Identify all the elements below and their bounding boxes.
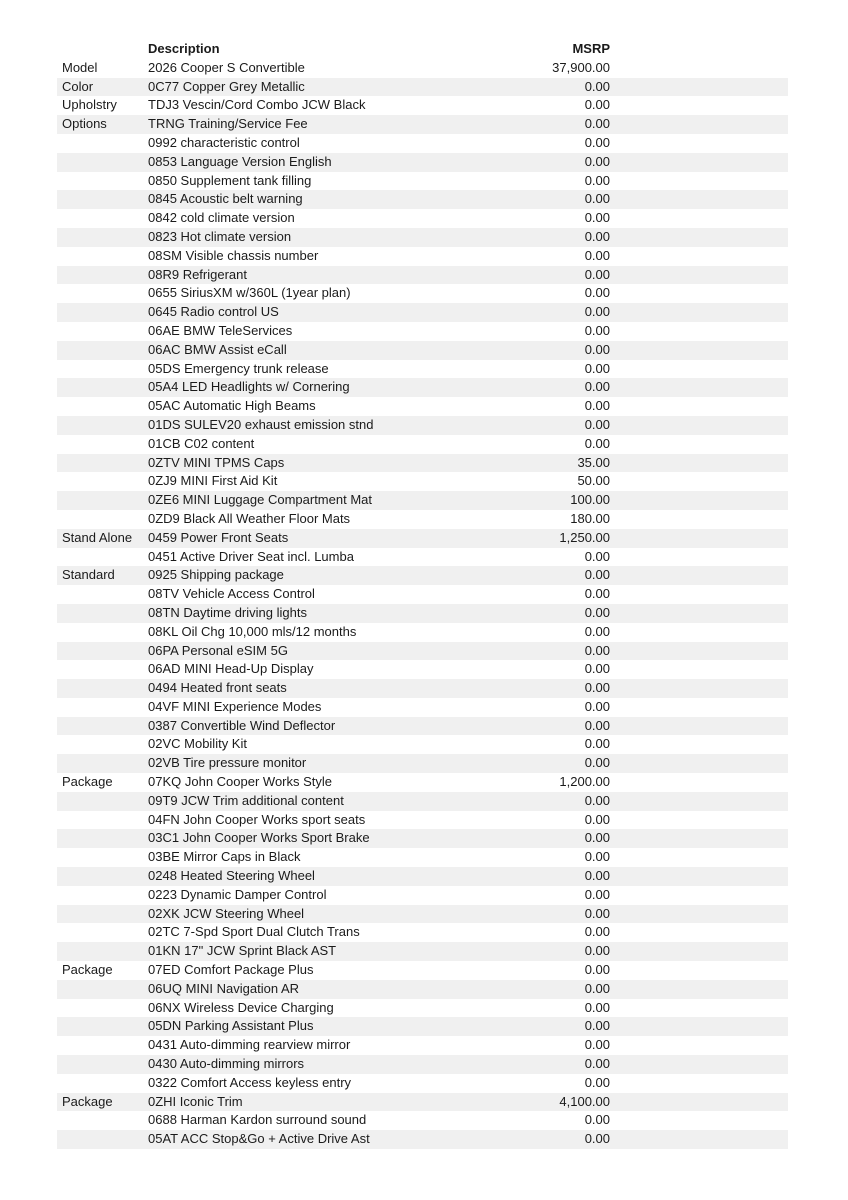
table-row: [57, 999, 788, 1018]
description-cell: 09T9 JCW Trim additional content: [148, 792, 344, 808]
msrp-cell: 0.00: [584, 247, 610, 263]
msrp-cell: 0.00: [584, 680, 610, 696]
description-cell: 01KN 17" JCW Sprint Black AST: [148, 943, 337, 959]
table-row: [57, 1055, 788, 1074]
msrp-cell: 0.00: [584, 830, 610, 846]
description-cell: 0C77 Copper Grey Metallic: [148, 78, 305, 94]
table-row: [57, 284, 788, 303]
table-row: [57, 980, 788, 999]
table-row: [57, 923, 788, 942]
msrp-cell: 0.00: [584, 962, 610, 978]
description-cell: 06AC BMW Assist eCall: [148, 341, 287, 357]
description-cell: 0925 Shipping package: [148, 567, 284, 583]
description-cell: 06AD MINI Head-Up Display: [148, 661, 314, 677]
msrp-cell: 0.00: [584, 266, 610, 282]
description-cell: 05A4 LED Headlights w/ Cornering: [148, 379, 350, 395]
table-row: [57, 1111, 788, 1130]
msrp-cell: 1,250.00: [559, 529, 610, 545]
msrp-cell: 4,100.00: [559, 1093, 610, 1109]
description-cell: TDJ3 Vescin/Cord Combo JCW Black: [148, 97, 366, 113]
table-row: [57, 604, 788, 623]
table-row: [57, 1093, 788, 1112]
header-row: [57, 40, 788, 59]
msrp-cell: 0.00: [584, 360, 610, 376]
msrp-cell: 0.00: [584, 905, 610, 921]
table-row: [57, 228, 788, 247]
header-msrp: MSRP: [572, 41, 610, 56]
category-cell: Standard: [62, 567, 115, 583]
description-cell: 01CB C02 content: [148, 435, 255, 451]
category-cell: Upholstry: [62, 97, 117, 113]
table-row: [57, 510, 788, 529]
msrp-cell: 0.00: [584, 567, 610, 583]
header-description: Description: [148, 41, 220, 56]
table-row: [57, 660, 788, 679]
msrp-cell: 0.00: [584, 792, 610, 808]
table-row: [57, 134, 788, 153]
description-cell: 07ED Comfort Package Plus: [148, 962, 314, 978]
msrp-cell: 0.00: [584, 172, 610, 188]
msrp-cell: 0.00: [584, 285, 610, 301]
table-row: [57, 59, 788, 78]
description-cell: 08KL Oil Chg 10,000 mls/12 months: [148, 623, 357, 639]
table-row: [57, 529, 788, 548]
description-cell: 06NX Wireless Device Charging: [148, 999, 334, 1015]
msrp-cell: 0.00: [584, 134, 610, 150]
msrp-cell: 0.00: [584, 153, 610, 169]
description-cell: 0451 Active Driver Seat incl. Lumba: [148, 548, 354, 564]
category-cell: Color: [62, 78, 94, 94]
table-row: [57, 717, 788, 736]
description-cell: 05DS Emergency trunk release: [148, 360, 329, 376]
msrp-cell: 0.00: [584, 604, 610, 620]
msrp-cell: 0.00: [584, 943, 610, 959]
table-row: [57, 886, 788, 905]
msrp-cell: 0.00: [584, 341, 610, 357]
description-cell: 0853 Language Version English: [148, 153, 332, 169]
msrp-cell: 0.00: [584, 304, 610, 320]
msrp-cell: 0.00: [584, 379, 610, 395]
table-row: [57, 566, 788, 585]
table-row: [57, 472, 788, 491]
description-cell: 02TC 7-Spd Sport Dual Clutch Trans: [148, 924, 360, 940]
description-cell: 0322 Comfort Access keyless entry: [148, 1074, 352, 1090]
description-cell: 0ZHI Iconic Trim: [148, 1093, 243, 1109]
table-row: [57, 378, 788, 397]
table-row: [57, 78, 788, 97]
description-cell: 06AE BMW TeleServices: [148, 322, 293, 338]
msrp-cell: 0.00: [584, 980, 610, 996]
category-cell: Options: [62, 116, 107, 132]
msrp-cell: 0.00: [584, 1074, 610, 1090]
description-cell: 0823 Hot climate version: [148, 228, 292, 244]
msrp-cell: 0.00: [584, 78, 610, 94]
table-row: [57, 1036, 788, 1055]
description-cell: 0ZD9 Black All Weather Floor Mats: [148, 510, 351, 526]
msrp-cell: 0.00: [584, 717, 610, 733]
category-cell: Package: [62, 1093, 113, 1109]
table-row: [57, 1130, 788, 1149]
msrp-cell: 0.00: [584, 210, 610, 226]
msrp-cell: 0.00: [584, 322, 610, 338]
vehicle-options-table: [57, 40, 788, 1149]
msrp-cell: 0.00: [584, 868, 610, 884]
table-row: [57, 961, 788, 980]
description-cell: 02XK JCW Steering Wheel: [148, 905, 305, 921]
description-cell: 0645 Radio control US: [148, 304, 279, 320]
msrp-cell: 0.00: [584, 416, 610, 432]
msrp-cell: 0.00: [584, 1056, 610, 1072]
table-row: [57, 209, 788, 228]
description-cell: 0850 Supplement tank filling: [148, 172, 312, 188]
table-row: [57, 905, 788, 924]
description-cell: 04VF MINI Experience Modes: [148, 698, 322, 714]
msrp-cell: 100.00: [570, 492, 610, 508]
msrp-cell: 37,900.00: [552, 59, 610, 75]
table-row: [57, 454, 788, 473]
category-cell: Package: [62, 774, 113, 790]
table-row: [57, 360, 788, 379]
description-cell: 01DS SULEV20 exhaust emission stnd: [148, 416, 374, 432]
table-row: [57, 435, 788, 454]
table-row: [57, 96, 788, 115]
msrp-cell: 0.00: [584, 586, 610, 602]
msrp-cell: 0.00: [584, 849, 610, 865]
table-row: [57, 115, 788, 134]
description-cell: 08SM Visible chassis number: [148, 247, 319, 263]
msrp-cell: 0.00: [584, 1018, 610, 1034]
category-cell: Stand Alone: [62, 529, 133, 545]
table-row: [57, 773, 788, 792]
table-row: [57, 829, 788, 848]
description-cell: 02VC Mobility Kit: [148, 736, 247, 752]
table-row: [57, 153, 788, 172]
msrp-cell: 0.00: [584, 736, 610, 752]
description-cell: 0ZTV MINI TPMS Caps: [148, 454, 285, 470]
description-cell: 0248 Heated Steering Wheel: [148, 868, 315, 884]
description-cell: 03C1 John Cooper Works Sport Brake: [148, 830, 370, 846]
msrp-cell: 0.00: [584, 398, 610, 414]
description-cell: 08TV Vehicle Access Control: [148, 586, 315, 602]
description-cell: 08R9 Refrigerant: [148, 266, 247, 282]
description-cell: 06UQ MINI Navigation AR: [148, 980, 300, 996]
msrp-cell: 35.00: [577, 454, 610, 470]
description-cell: 05AC Automatic High Beams: [148, 398, 316, 414]
msrp-cell: 0.00: [584, 1037, 610, 1053]
table-row: [57, 172, 788, 191]
description-cell: 2026 Cooper S Convertible: [148, 59, 305, 75]
msrp-cell: 50.00: [577, 473, 610, 489]
table-row: [57, 397, 788, 416]
description-cell: 02VB Tire pressure monitor: [148, 755, 307, 771]
table-row: [57, 942, 788, 961]
description-cell: 0431 Auto-dimming rearview mirror: [148, 1037, 351, 1053]
msrp-cell: 0.00: [584, 886, 610, 902]
table-row: [57, 190, 788, 209]
table-row: [57, 341, 788, 360]
description-cell: 0992 characteristic control: [148, 134, 300, 150]
table-row: [57, 322, 788, 341]
table-row: [57, 1074, 788, 1093]
description-cell: 05DN Parking Assistant Plus: [148, 1018, 314, 1034]
description-cell: 0459 Power Front Seats: [148, 529, 289, 545]
description-cell: 0430 Auto-dimming mirrors: [148, 1056, 305, 1072]
table-row: [57, 303, 788, 322]
description-cell: 0655 SiriusXM w/360L (1year plan): [148, 285, 351, 301]
msrp-cell: 180.00: [570, 510, 610, 526]
table-row: [57, 698, 788, 717]
msrp-cell: 0.00: [584, 548, 610, 564]
description-cell: 0ZE6 MINI Luggage Compartment Mat: [148, 492, 372, 508]
msrp-cell: 0.00: [584, 999, 610, 1015]
msrp-cell: 0.00: [584, 924, 610, 940]
msrp-cell: 0.00: [584, 755, 610, 771]
table-row: [57, 266, 788, 285]
msrp-cell: 0.00: [584, 642, 610, 658]
table-body: [57, 59, 788, 1149]
description-cell: 0688 Harman Kardon surround sound: [148, 1112, 367, 1128]
table-row: [57, 1017, 788, 1036]
msrp-cell: 1,200.00: [559, 774, 610, 790]
description-cell: TRNG Training/Service Fee: [148, 116, 308, 132]
description-cell: 0494 Heated front seats: [148, 680, 287, 696]
table-row: [57, 247, 788, 266]
table-row: [57, 585, 788, 604]
table-row: [57, 623, 788, 642]
msrp-cell: 0.00: [584, 1131, 610, 1147]
msrp-cell: 0.00: [584, 435, 610, 451]
msrp-cell: 0.00: [584, 191, 610, 207]
table-row: [57, 792, 788, 811]
msrp-cell: 0.00: [584, 698, 610, 714]
table-row: [57, 754, 788, 773]
table-row: [57, 491, 788, 510]
table-row: [57, 679, 788, 698]
category-cell: Package: [62, 962, 113, 978]
table-row: [57, 735, 788, 754]
table-row: [57, 848, 788, 867]
description-cell: 04FN John Cooper Works sport seats: [148, 811, 366, 827]
table-row: [57, 867, 788, 886]
description-cell: 0387 Convertible Wind Deflector: [148, 717, 336, 733]
msrp-cell: 0.00: [584, 661, 610, 677]
table-header: [57, 40, 788, 59]
msrp-cell: 0.00: [584, 116, 610, 132]
description-cell: 0223 Dynamic Damper Control: [148, 886, 327, 902]
description-cell: 0845 Acoustic belt warning: [148, 191, 303, 207]
description-cell: 03BE Mirror Caps in Black: [148, 849, 301, 865]
description-cell: 05AT ACC Stop&Go + Active Drive Ast: [148, 1131, 370, 1147]
msrp-cell: 0.00: [584, 228, 610, 244]
msrp-cell: 0.00: [584, 97, 610, 113]
description-cell: 0842 cold climate version: [148, 210, 295, 226]
description-cell: 07KQ John Cooper Works Style: [148, 774, 333, 790]
msrp-cell: 0.00: [584, 1112, 610, 1128]
table-row: [57, 642, 788, 661]
msrp-cell: 0.00: [584, 623, 610, 639]
category-cell: Model: [62, 59, 98, 75]
table-row: [57, 416, 788, 435]
table-row: [57, 811, 788, 830]
description-cell: 0ZJ9 MINI First Aid Kit: [148, 473, 278, 489]
description-cell: 08TN Daytime driving lights: [148, 604, 307, 620]
msrp-cell: 0.00: [584, 811, 610, 827]
description-cell: 06PA Personal eSIM 5G: [148, 642, 288, 658]
table-row: [57, 548, 788, 567]
